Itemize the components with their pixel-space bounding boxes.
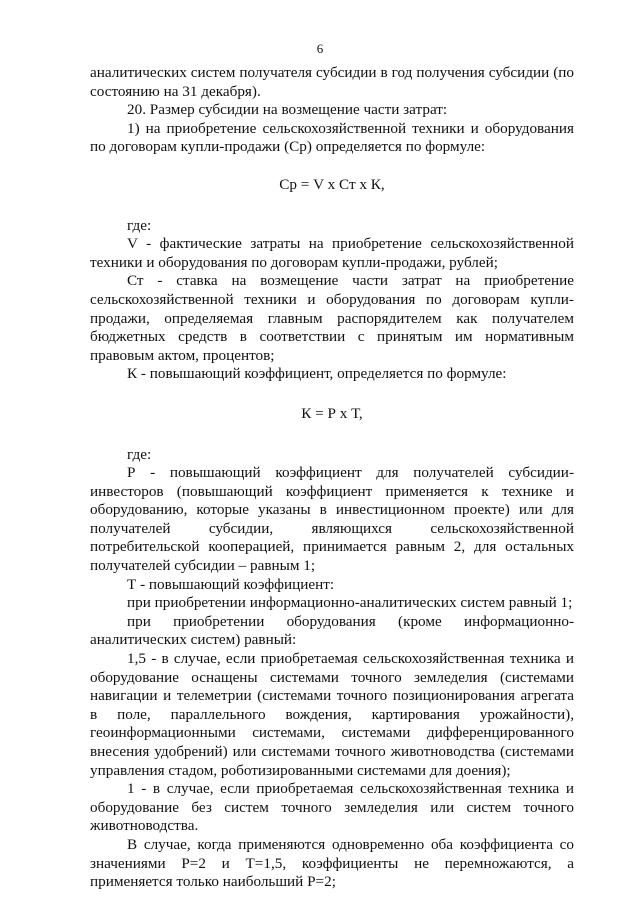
document-body xyxy=(90,64,574,892)
definition-st: Ст - ставка на возмещение части затрат на приобретение сельскохозяйственной техники и оборудования по договорам купли-продажи, определяемая главным распорядителем как получателем бюджетных средств в соответствии с принятым им нормативным правовым актом, процентов; xyxy=(90,272,574,364)
page-number: 6 xyxy=(316,41,324,56)
formula-cp: Ср = V х Ст х К, xyxy=(279,175,385,193)
definition-v: V - фактические затраты на приобретение сельскохозяйственной техники и оборудования по договорам купли-продажи, рублей; xyxy=(90,235,574,271)
paragraph-intro: аналитических систем получателя субсидии в год получения субсидии (по состоянию на 31 декабря). xyxy=(90,64,574,100)
where-label-2: где: xyxy=(127,445,152,463)
where-label-1: где: xyxy=(127,216,152,234)
t-value-1-5: 1,5 - в случае, если приобретаемая сельскохозяйственная техника и оборудование оснащены системами точного земледелия (системами навигации и телеметрии (системами точного позиционирования агрегата в поле, параллельного вождения, картирования урожайности), геоинформационными системами, системами дифференцированного внесения удобрений) или системами точного животноводства (системами управления стадом, роботизированными системами для доения); xyxy=(90,650,574,779)
paragraph-20: 20. Размер субсидии на возмещение части затрат: xyxy=(127,101,448,119)
t-equipment: при приобретении оборудования (кроме информационно-аналитических систем) равный: xyxy=(90,612,574,649)
definition-k: К - повышающий коэффициент, определяется по формуле: xyxy=(127,365,507,383)
formula-k: К = Р х Т, xyxy=(301,404,363,422)
definition-t: Т - повышающий коэффициент: xyxy=(127,575,335,593)
paragraph-both-coefficients: В случае, когда применяются одновременно оба коэффициента со значениями Р=2 и Т=1,5, коэффициенты не перемножаются, а применяется только наибольший Р=2; xyxy=(90,835,574,891)
definition-p: Р - повышающий коэффициент для получателей субсидии-инвесторов (повышающий коэффициент применяется к технике и оборудованию, которые указаны в инвестиционном проекте) или для получателей субсидии, являющихся сельскохозяйственной потребительской кооперацией, принимается равным 2, для остальных получателей субсидии – равным 1; xyxy=(90,464,574,575)
t-value-1: 1 - в случае, если приобретаемая сельскохозяйственная техника и оборудование без систем точного земледелия или систем точного животноводства. xyxy=(90,780,574,835)
paragraph-1: 1) на приобретение сельскохозяйственной техники и оборудования по договорам купли-продажи (Ср) определяется по формуле: xyxy=(90,119,574,156)
t-information-systems: при приобретении информационно-аналитических систем равный 1; xyxy=(127,594,573,612)
